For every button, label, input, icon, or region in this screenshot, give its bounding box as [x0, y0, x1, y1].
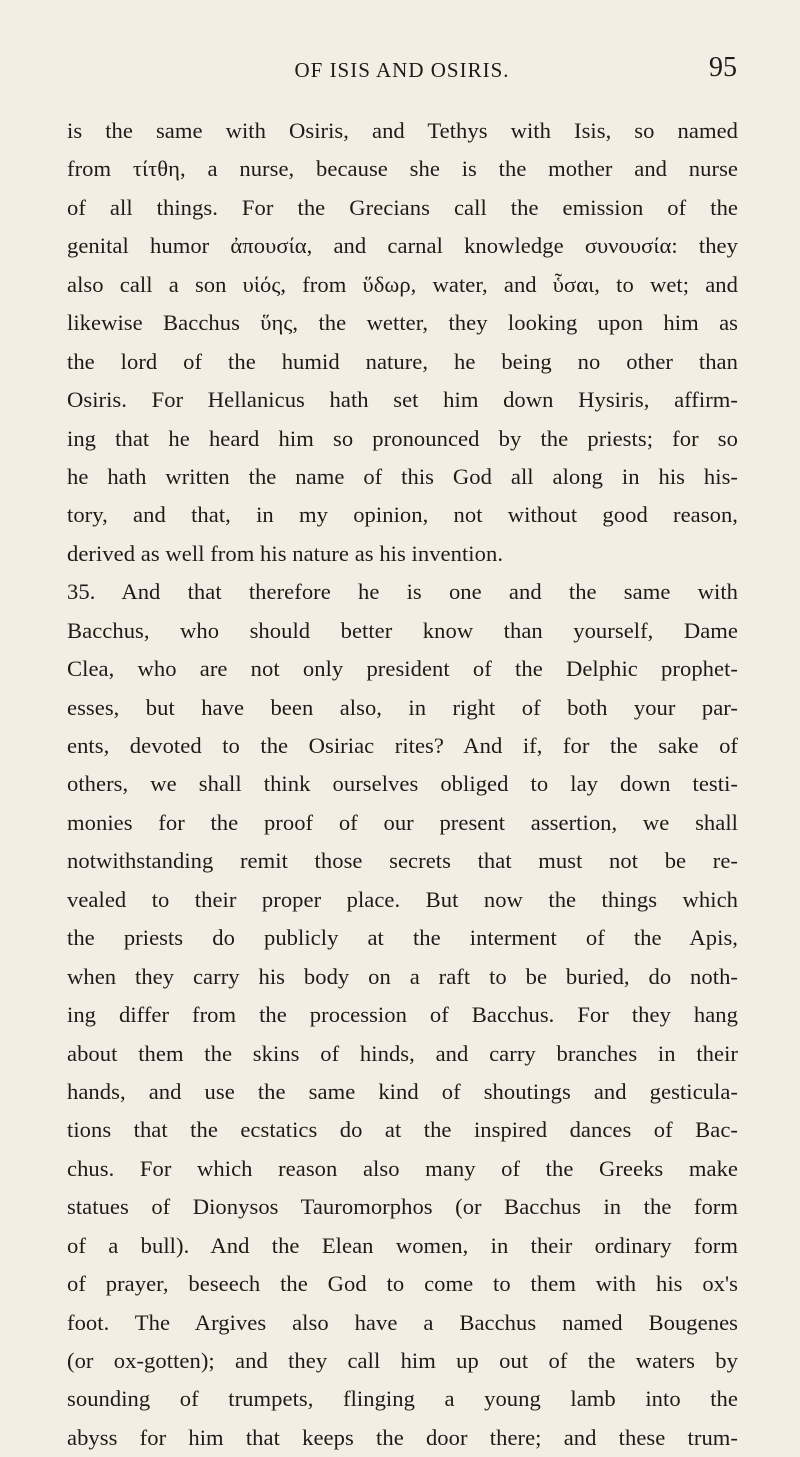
- text-line: ing that he heard him so pronounced by the priests; for so: [67, 425, 738, 451]
- text-line: (or ox-gotten); and they call him up out of the waters by: [67, 1348, 738, 1373]
- text-line: vealed to their proper place. But now the things which: [67, 886, 738, 912]
- text-line: when they carry his body on a raft to be buried, do noth-: [67, 963, 738, 989]
- text-line: likewise Bacchus ὕης, the wetter, they looking upon him as: [67, 310, 738, 336]
- text-line: monies for the proof of our present assertion, we shall: [67, 809, 738, 835]
- text-line: derived as well from his nature as his invention.: [67, 540, 504, 566]
- text-line: Clea, who are not only president of the Delphic prophet-: [67, 656, 738, 682]
- text-line: ing differ from the procession of Bacchus. For they hang: [67, 1002, 738, 1028]
- text-line: tory, and that, in my opinion, not without good reason,: [67, 502, 738, 528]
- text-line: statues of Dionysos Tauromorphos (or Bacchus in the form: [67, 1194, 738, 1220]
- text-line: he hath written the name of this God all along in his his-: [67, 463, 738, 489]
- text-line: chus. For which reason also many of the Greeks make: [67, 1155, 738, 1181]
- text-line: also call a son υἱός, from ὕδωρ, water, and ὗσαι, to wet; and: [67, 271, 738, 297]
- text-line: the lord of the humid nature, he being no other than: [67, 348, 738, 374]
- text-line: foot. The Argives also have a Bacchus named Bougenes: [67, 1309, 738, 1335]
- text-line: abyss for him that keeps the door there; and these trum-: [67, 1424, 738, 1450]
- text-line: notwithstanding remit those secrets that must not be re-: [67, 848, 738, 874]
- text-line: the priests do publicly at the interment of the Apis,: [67, 925, 738, 951]
- text-line: hands, and use the same kind of shoutings and gesticula-: [67, 1078, 738, 1104]
- text-line: esses, but have been also, in right of both your par-: [67, 694, 738, 720]
- text-line: Bacchus, who should better know than yourself, Dame: [67, 617, 738, 643]
- text-line: tions that the ecstatics do at the inspired dances of Bac-: [67, 1117, 738, 1143]
- text-line: others, we shall think ourselves obliged to lay down testi-: [67, 771, 738, 797]
- page-number: 95: [709, 52, 737, 83]
- text-line: genital humor ἀπουσία, and carnal knowledge συνουσία: they: [67, 233, 738, 259]
- running-head: [67, 52, 737, 88]
- text-line: is the same with Osiris, and Tethys with Isis, so named: [67, 118, 738, 143]
- text-line: of prayer, beseech the God to come to them with his ox's: [67, 1271, 738, 1297]
- text-line: of all things. For the Grecians call the emission of the: [67, 194, 738, 220]
- body-text: [67, 112, 738, 1457]
- text-line: 35. And that therefore he is one and the same with: [67, 579, 738, 605]
- text-line: ents, devoted to the Osiriac rites? And if, for the sake of: [67, 733, 738, 758]
- text-line: from τίτθη, a nurse, because she is the mother and nurse: [67, 156, 738, 182]
- running-title: OF ISIS AND OSIRIS.: [294, 58, 510, 82]
- text-line: about them the skins of hinds, and carry branches in their: [67, 1040, 738, 1066]
- text-line: sounding of trumpets, flinging a young lamb into the: [67, 1386, 738, 1412]
- text-line: Osiris. For Hellanicus hath set him down Hysiris, affirm-: [67, 387, 738, 413]
- text-line: of a bull). And the Elean women, in their ordinary form: [67, 1232, 738, 1258]
